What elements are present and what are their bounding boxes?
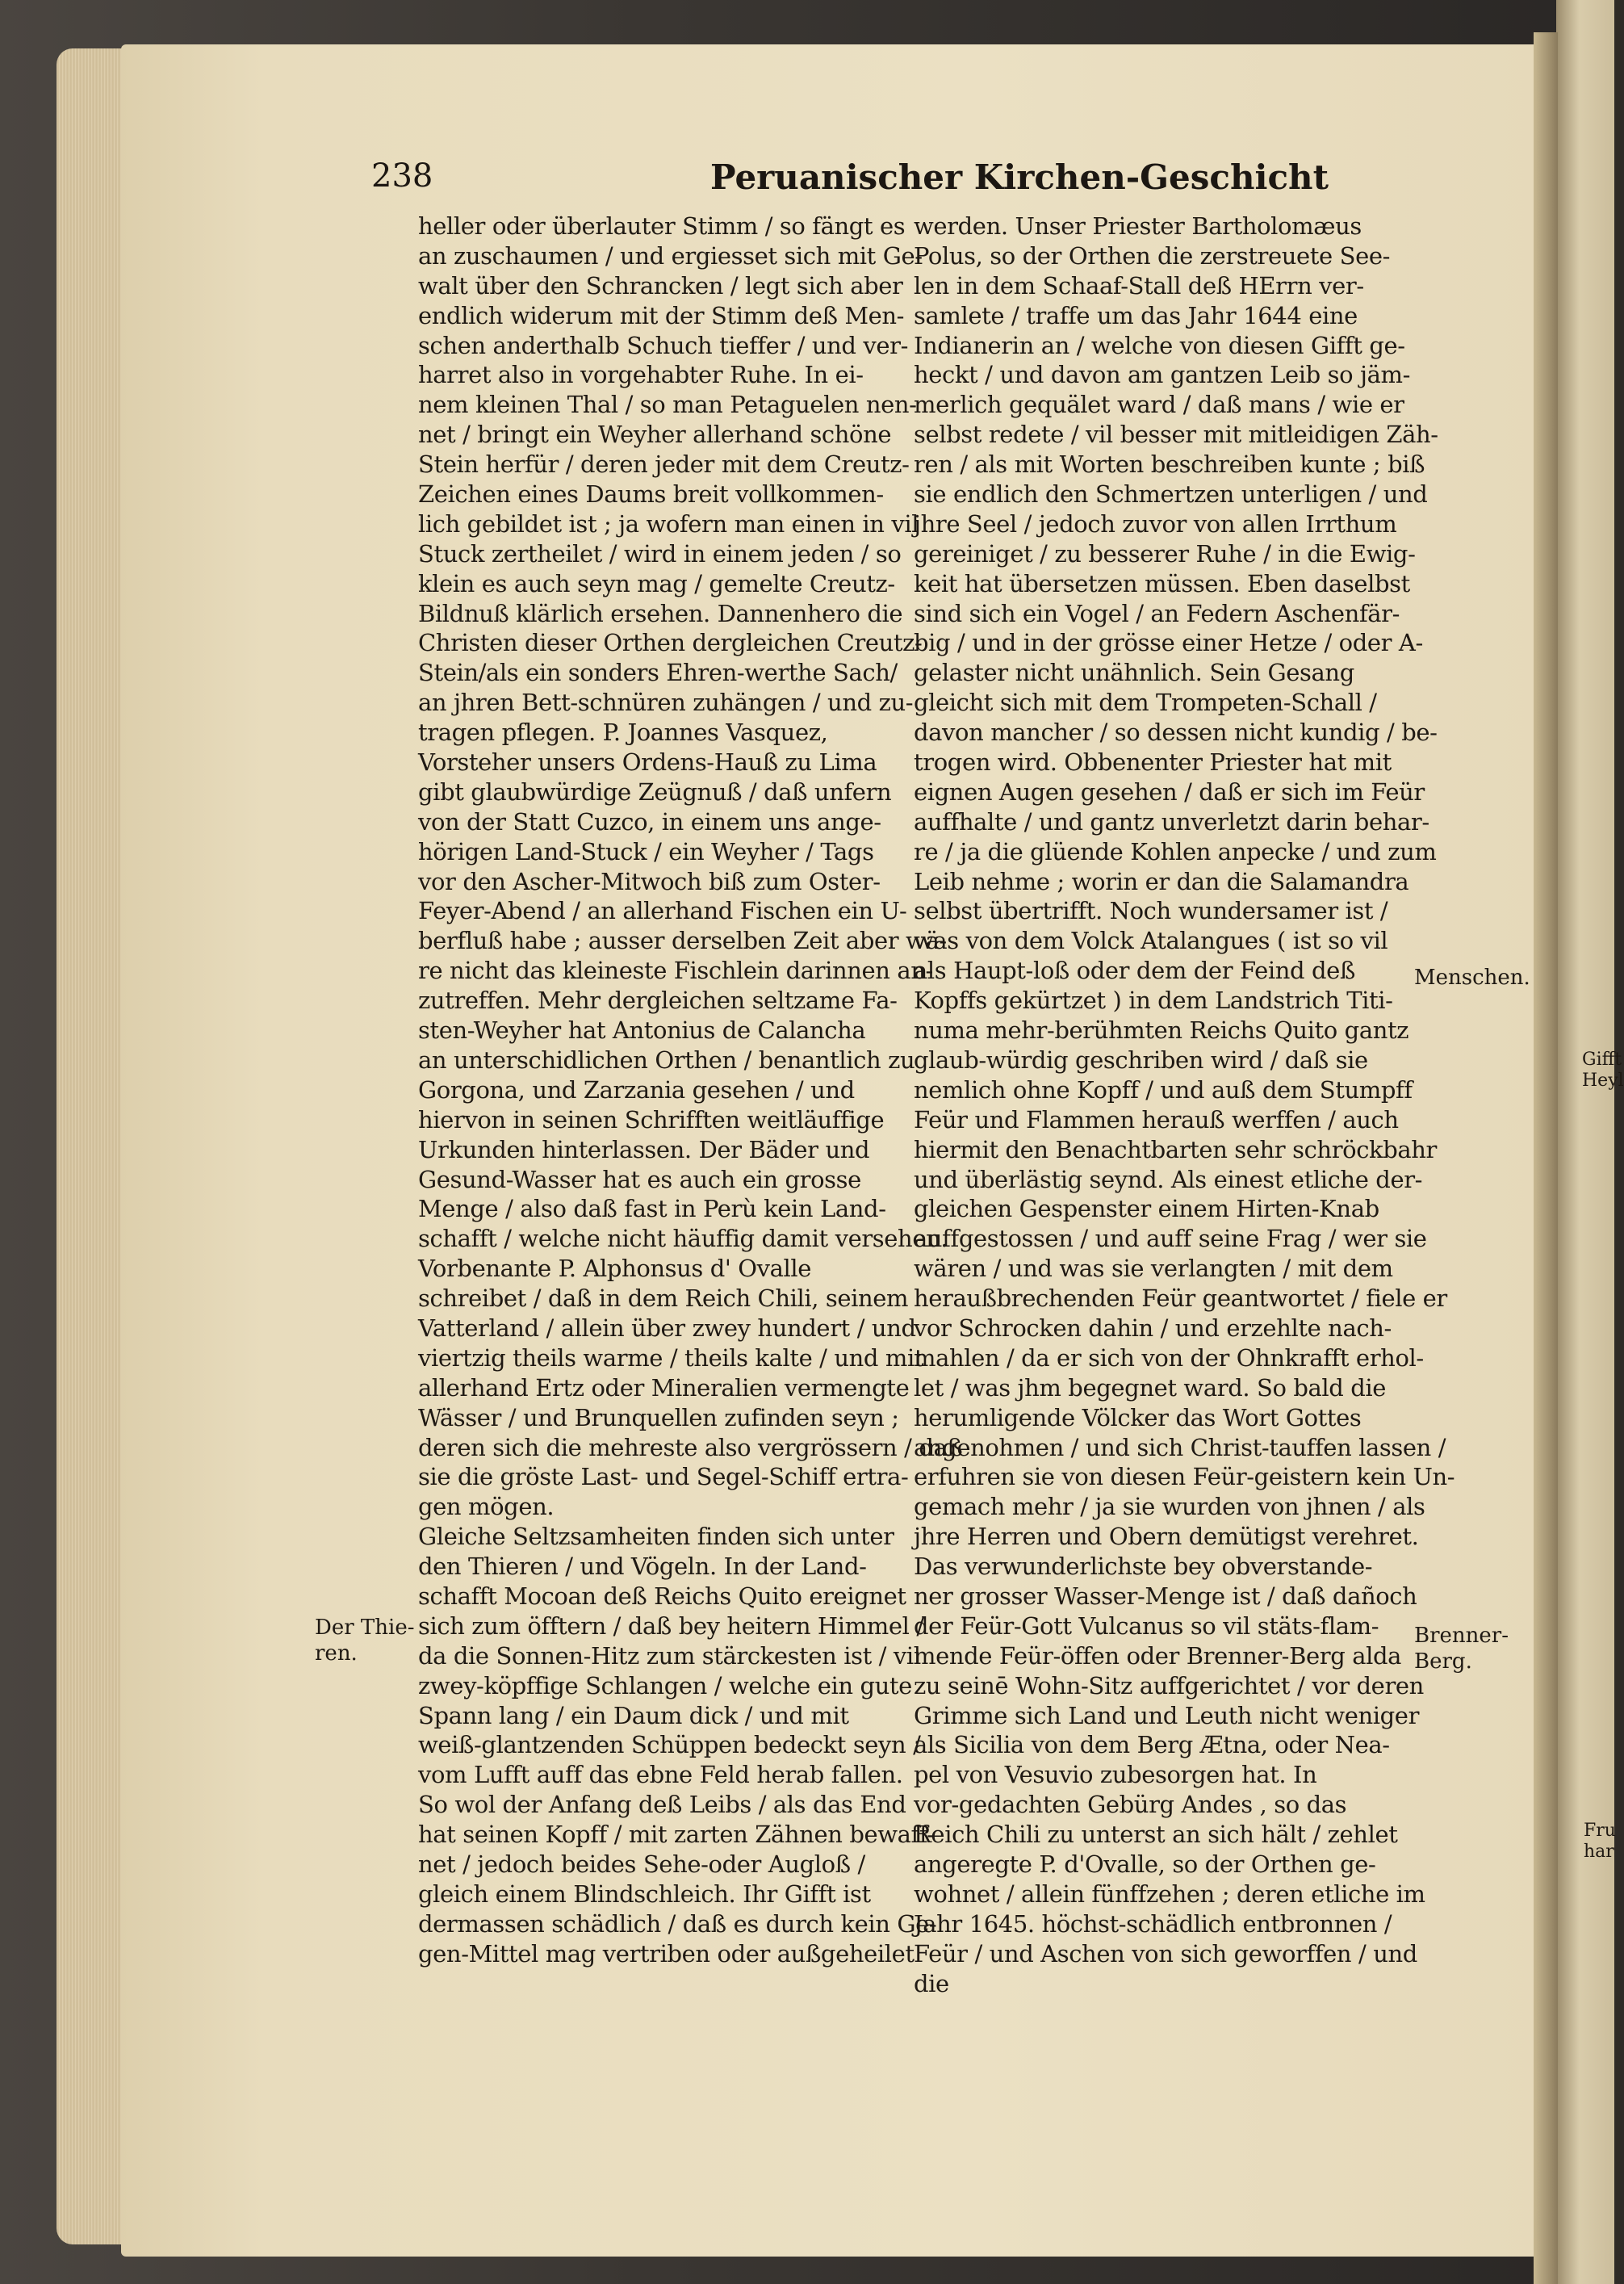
text-line: von der Statt Cuzco, in einem uns ange- xyxy=(418,807,881,836)
text-line: gelaster nicht unähnlich. Sein Gesang xyxy=(914,659,1354,687)
text-line: samlete / traffe um das Jahr 1644 eine xyxy=(914,301,1358,329)
text-line: merlich gequälet ward / daß mans / wie er xyxy=(914,391,1404,419)
text-line: an jhren Bett-schnüren zuhängen / und zu- xyxy=(418,689,914,717)
text-line: let / was jhm begegnet ward. So bald die xyxy=(914,1373,1387,1402)
text-line: ren / als mit Worten beschreiben kunte ; biß xyxy=(914,451,1425,479)
margin-note-thieren: Der Thie- ren. xyxy=(315,1616,415,1666)
text-line: als Sicilia von dem Berg Ætna, oder Nea- xyxy=(914,1731,1390,1759)
text-line: net / jedoch beides Sehe-oder Augloß / xyxy=(418,1850,865,1878)
text-line: schreibet / daß in dem Reich Chili, seinem xyxy=(418,1284,909,1313)
text-line: So wol der Anfang deß Leibs / als das End xyxy=(418,1791,906,1819)
text-line: Christen dieser Orthen dergleichen Creutz- xyxy=(418,629,923,657)
text-line: Das verwunderlichste bey obverstande- xyxy=(914,1553,1373,1581)
text-line: trogen wird. Obbenenter Priester hat mit xyxy=(914,748,1392,777)
text-line: klein es auch seyn mag / gemelte Creutz- xyxy=(418,569,895,597)
text-line: angenohmen / und sich Christ-tauffen lassen / xyxy=(914,1433,1446,1461)
text-line: schafft Mocoan deß Reichs Quito ereignet xyxy=(418,1582,906,1610)
cropped-margin-note-gifft: Gifft Heyl xyxy=(1582,1050,1624,1091)
text-line: gemach mehr / ja sie wurden von jhnen / als xyxy=(914,1493,1425,1521)
text-line: sind sich ein Vogel / an Federn Aschenfär- xyxy=(914,599,1400,627)
text-line: gereiniget / zu besserer Ruhe / in die Ewig- xyxy=(914,539,1416,568)
text-line: Feür und Flammen herauß werffen / auch xyxy=(914,1105,1399,1134)
text-line: sie endlich den Schmertzen unterligen / und xyxy=(914,480,1428,509)
text-line: wohnet / allein fünffzehen ; deren etliche im xyxy=(914,1880,1425,1908)
page-header xyxy=(371,157,1421,206)
text-line: den Thieren / und Vögeln. In der Land- xyxy=(418,1553,867,1581)
text-line: und überlästig seynd. Als einest etliche der- xyxy=(914,1165,1423,1193)
text-line: hiervon in seinen Schrifften weitläuffige xyxy=(418,1105,885,1134)
text-line: Wässer / und Brunquellen zufinden seyn ; xyxy=(418,1403,899,1431)
text-line: angeregte P. d'Ovalle, so der Orthen ge- xyxy=(914,1850,1376,1878)
text-line: schafft / welche nicht häuffig damit versehen. xyxy=(418,1225,948,1253)
text-line: keit hat übersetzen müssen. Eben daselbst xyxy=(914,569,1410,597)
text-line: mahlen / da er sich von der Ohnkrafft erhol- xyxy=(914,1343,1424,1372)
text-line: Reich Chili zu unterst an sich hält / zehlet xyxy=(914,1821,1398,1849)
text-line: Feyer-Abend / an allerhand Fischen ein U- xyxy=(418,897,907,925)
text-line: heckt / und davon am gantzen Leib so jäm- xyxy=(914,361,1410,389)
text-line: gen mögen. xyxy=(418,1493,555,1521)
text-line: mende Feür-öffen oder Brenner-Berg alda xyxy=(914,1641,1402,1670)
text-line: Vorsteher unsers Ordens-Hauß zu Lima xyxy=(418,748,877,777)
next-page-edge xyxy=(1556,0,1614,2284)
text-line: Indianerin an / welche von diesen Gifft ge- xyxy=(914,331,1405,359)
text-line: vor Schrocken dahin / und erzehlte nach- xyxy=(914,1314,1392,1342)
text-line: nem kleinen Thal / so man Petaguelen nen- xyxy=(418,391,917,419)
text-line: wären / und was sie verlangten / mit dem xyxy=(914,1255,1393,1283)
text-line: herumligende Völcker das Wort Gottes xyxy=(914,1403,1362,1431)
text-line: pel von Vesuvio zubesorgen hat. In xyxy=(914,1761,1317,1789)
text-line: Bildnuß klärlich ersehen. Dannenhero die xyxy=(418,599,903,627)
text-line: len in dem Schaaf-Stall deß HErrn ver- xyxy=(914,271,1364,300)
text-line: re / ja die glüende Kohlen anpecke / und zum xyxy=(914,837,1437,865)
text-line: Polus, so der Orthen die zerstreuete See- xyxy=(914,241,1391,270)
text-line: an unterschidlichen Orthen / benantlich zu xyxy=(418,1046,915,1074)
text-line: Gorgona, und Zarzania gesehen / und xyxy=(418,1075,855,1104)
left-column xyxy=(418,212,963,1969)
book-gutter xyxy=(1534,32,1558,2284)
text-line: Grimme sich Land und Leuth nicht weniger xyxy=(914,1701,1420,1729)
text-line: die xyxy=(914,1969,949,1997)
text-line: berfluß habe ; ausser derselben Zeit aber wä- xyxy=(418,927,947,955)
text-line: dermassen schädlich / daß es durch kein Ge- xyxy=(418,1909,937,1938)
text-line: vor-gedachten Gebürg Andes , so das xyxy=(914,1791,1347,1819)
text-line: sich zum öfftern / daß bey heitern Himmel / xyxy=(418,1611,924,1640)
text-line: net / bringt ein Weyher allerhand schöne xyxy=(418,421,892,449)
text-line: Jahr 1645. höchst-schädlich entbronnen / xyxy=(914,1909,1392,1938)
text-line: walt über den Schrancken / legt sich aber xyxy=(418,271,903,300)
text-line: hiermit den Benachtbarten sehr schröckbahr xyxy=(914,1135,1438,1163)
text-line: sten-Weyher hat Antonius de Calancha xyxy=(418,1016,866,1045)
text-line: selbst redete / vil besser mit mitleidigen Zäh- xyxy=(914,421,1438,449)
text-line: deren sich die mehreste also vergrössern / daß xyxy=(418,1433,963,1461)
text-line: da die Sonnen-Hitz zum stärckesten ist / vil xyxy=(418,1641,921,1670)
text-line: vom Lufft auff das ebne Feld herab fallen. xyxy=(418,1761,903,1789)
text-line: selbst übertrifft. Noch wundersamer ist / xyxy=(914,897,1388,925)
text-line: heraußbrechenden Feür geantwortet / fiele er xyxy=(914,1284,1447,1313)
margin-note-brenner-berg: Brenner- Berg. xyxy=(1414,1624,1509,1674)
text-line: Menge / also daß fast in Perù kein Land- xyxy=(418,1195,886,1223)
margin-note-menschen: Menschen. xyxy=(1414,966,1530,990)
text-line: schen anderthalb Schuch tieffer / und ver- xyxy=(418,331,909,359)
page-number: 238 xyxy=(371,157,433,195)
text-line: Gleiche Seltzsamheiten finden sich unter xyxy=(418,1523,894,1551)
text-line: hörigen Land-Stuck / ein Weyher / Tags xyxy=(418,837,874,865)
text-line: Leib nehme ; worin er dan die Salamandra xyxy=(914,867,1409,895)
text-line: erfuhren sie von diesen Feür-geistern kein Un- xyxy=(914,1463,1455,1491)
text-line: zu seinē Wohn-Sitz auffgerichtet / vor deren xyxy=(914,1671,1424,1699)
text-line: auffhalte / und gantz unverletzt darin behar- xyxy=(914,807,1429,836)
cropped-margin-note-fru: Fru har xyxy=(1584,1821,1616,1862)
text-line: glaub-würdig geschriben wird / daß sie xyxy=(914,1046,1368,1074)
text-line: werden. Unser Priester Bartholomæus xyxy=(914,212,1362,240)
text-line: der Feür-Gott Vulcanus so vil stäts-flam- xyxy=(914,1611,1379,1640)
text-line: Urkunden hinterlassen. Der Bäder und xyxy=(418,1135,870,1163)
text-line: was von dem Volck Atalangues ( ist so vil xyxy=(914,927,1388,955)
text-line: Stuck zertheilet / wird in einem jeden / so xyxy=(418,539,902,568)
right-column xyxy=(914,212,1455,1998)
text-line: Stein herfür / deren jeder mit dem Creutz- xyxy=(418,451,910,479)
text-line: gleich einem Blindschleich. Ihr Gifft ist xyxy=(418,1880,871,1908)
text-line: als Haupt-loß oder dem der Feind deß xyxy=(914,957,1355,985)
text-line: weiß-glantzenden Schüppen bedeckt seyn / xyxy=(418,1731,921,1759)
text-line: gibt glaubwürdige Zeügnuß / daß unfern xyxy=(418,777,892,806)
running-title: Peruanischer Kirchen-Geschicht xyxy=(710,157,1329,197)
text-line: Vatterland / allein über zwey hundert / und xyxy=(418,1314,916,1342)
text-line: Spann lang / ein Daum dick / und mit xyxy=(418,1701,849,1729)
text-line: allerhand Ertz oder Mineralien vermengte xyxy=(418,1373,910,1402)
text-line: viertzig theils warme / theils kalte / und mit xyxy=(418,1343,924,1372)
text-line: lich gebildet ist ; ja wofern man einen in vil xyxy=(418,509,919,538)
text-line: Vorbenante P. Alphonsus d' Ovalle xyxy=(418,1255,812,1283)
text-line: Gesund-Wasser hat es auch ein grosse xyxy=(418,1165,861,1193)
text-line: tragen pflegen. P. Joannes Vasquez, xyxy=(418,719,828,747)
text-line: an zuschaumen / und ergiesset sich mit Ge- xyxy=(418,241,923,270)
text-line: re nicht das kleineste Fischlein darinnen an- xyxy=(418,957,933,985)
text-line: hat seinen Kopff / mit zarten Zähnen bewaff- xyxy=(418,1821,935,1849)
text-line: gleichen Gespenster einem Hirten-Knab xyxy=(914,1195,1379,1223)
text-line: Feür / und Aschen von sich geworffen / und xyxy=(914,1939,1417,1968)
text-line: Zeichen eines Daums breit vollkommen- xyxy=(418,480,884,509)
text-line: gleicht sich mit dem Trompeten-Schall / xyxy=(914,689,1377,717)
text-line: Kopffs gekürtzet ) in dem Landstrich Titi- xyxy=(914,987,1393,1015)
text-line: big / und in der grösse einer Hetze / oder A- xyxy=(914,629,1423,657)
text-line: numa mehr-berühmten Reichs Quito gantz xyxy=(914,1016,1409,1045)
text-line: jhre Herren und Obern demütigst verehret. xyxy=(914,1523,1419,1551)
text-line: harret also in vorgehabter Ruhe. In ei- xyxy=(418,361,864,389)
text-line: nemlich ohne Kopff / und auß dem Stumpff xyxy=(914,1075,1413,1104)
text-line: zutreffen. Mehr dergleichen seltzame Fa- xyxy=(418,987,898,1015)
text-line: vor den Ascher-Mitwoch biß zum Oster- xyxy=(418,867,881,895)
text-line: jhre Seel / jedoch zuvor von allen Irrthum xyxy=(914,509,1397,538)
text-line: endlich widerum mit der Stimm deß Men- xyxy=(418,301,905,329)
text-line: heller oder überlauter Stimm / so fängt es xyxy=(418,212,906,240)
text-line: Stein/als ein sonders Ehren-werthe Sach/ xyxy=(418,659,898,687)
text-line: ner grosser Wasser-Menge ist / daß dañoch xyxy=(914,1582,1417,1610)
text-line: auffgestossen / und auff seine Frag / wer sie xyxy=(914,1225,1427,1253)
text-line: zwey-köpffige Schlangen / welche ein gute xyxy=(418,1671,912,1699)
text-line: davon mancher / so dessen nicht kundig / be- xyxy=(914,719,1438,747)
text-line: eignen Augen gesehen / daß er sich im Feür xyxy=(914,777,1425,806)
text-line: gen-Mittel mag vertriben oder außgeheilet xyxy=(418,1939,915,1968)
text-line: sie die gröste Last- und Segel-Schiff ertra- xyxy=(418,1463,909,1491)
